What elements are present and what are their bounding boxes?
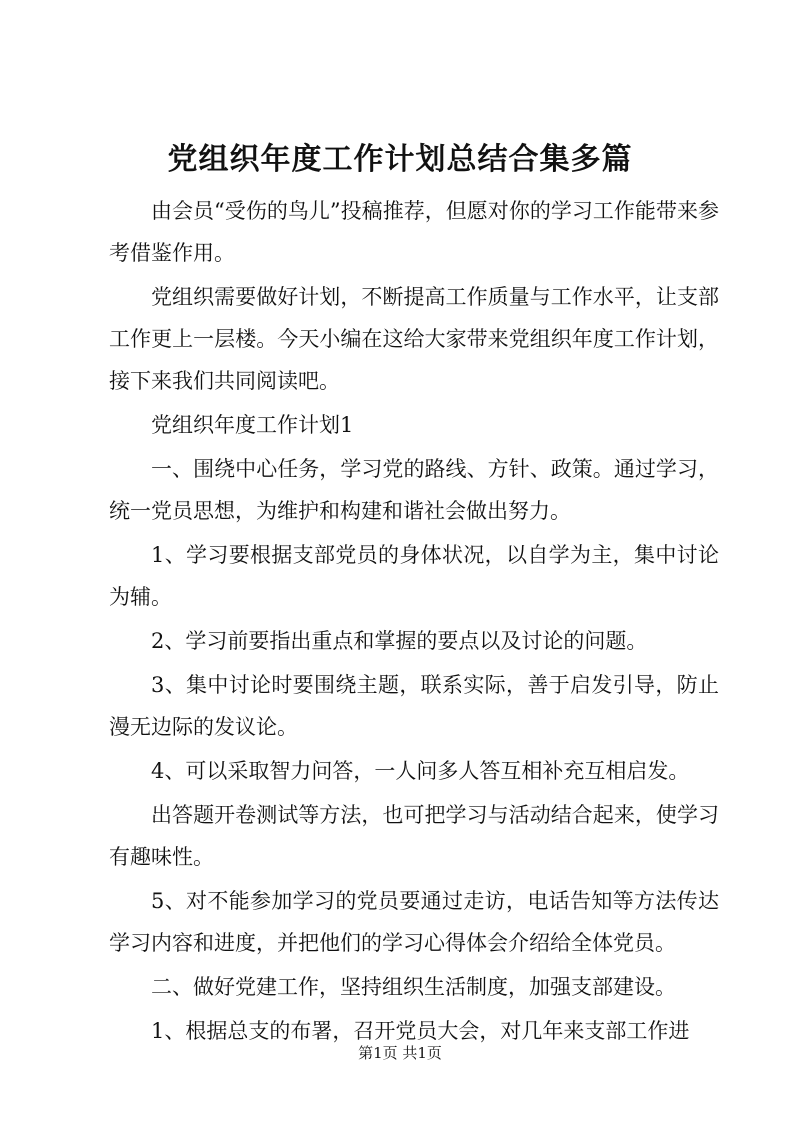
list-item: 1、学习要根据支部党员的身体状况，以自学为主，集中讨论为辅。 [109,543,719,609]
document-title: 党组织年度工作计划总结合集多篇 [167,142,633,177]
page-footer: 第1页 共1页 [358,1044,442,1062]
paragraph: 一、围绕中心任务，学习党的路线、方针、政策。通过学习，统一党员思想，为维护和构建和谐社会做出努力。 [109,457,719,523]
section-heading: 党组织年度工作计划1 [151,413,354,437]
list-item: 5、对不能参加学习的党员要通过走访，电话告知等方法传达学习内容和进度，并把他们的学习心得体会介绍给全体党员。 [109,889,719,955]
paragraph: 出答题开卷测试等方法，也可把学习与活动结合起来，使学习有趣味性。 [109,803,719,869]
document-body [109,190,719,1054]
list-item: 2、学习前要指出重点和掌握的要点以及讨论的问题。 [151,629,648,653]
list-item: 3、集中讨论时要围绕主题，联系实际，善于启发引导，防止漫无边际的发议论。 [109,673,719,739]
paragraph: 党组织需要做好计划，不断提高工作质量与工作水平，让支部工作更上一层楼。今天小编在这给大家带来党组织年度工作计划，接下来我们共同阅读吧。 [109,285,719,393]
list-item: 1、根据总支的布署，召开党员大会，对几年来支部工作进 [151,1019,690,1043]
paragraph: 由会员“受伤的鸟儿”投稿推荐，但愿对你的学习工作能带来参考借鉴作用。 [109,199,719,265]
list-item: 4、可以采取智力问答，一人问多人答互相补充互相启发。 [151,759,690,783]
paragraph: 二、做好党建工作，坚持组织生活制度，加强支部建设。 [151,975,676,999]
